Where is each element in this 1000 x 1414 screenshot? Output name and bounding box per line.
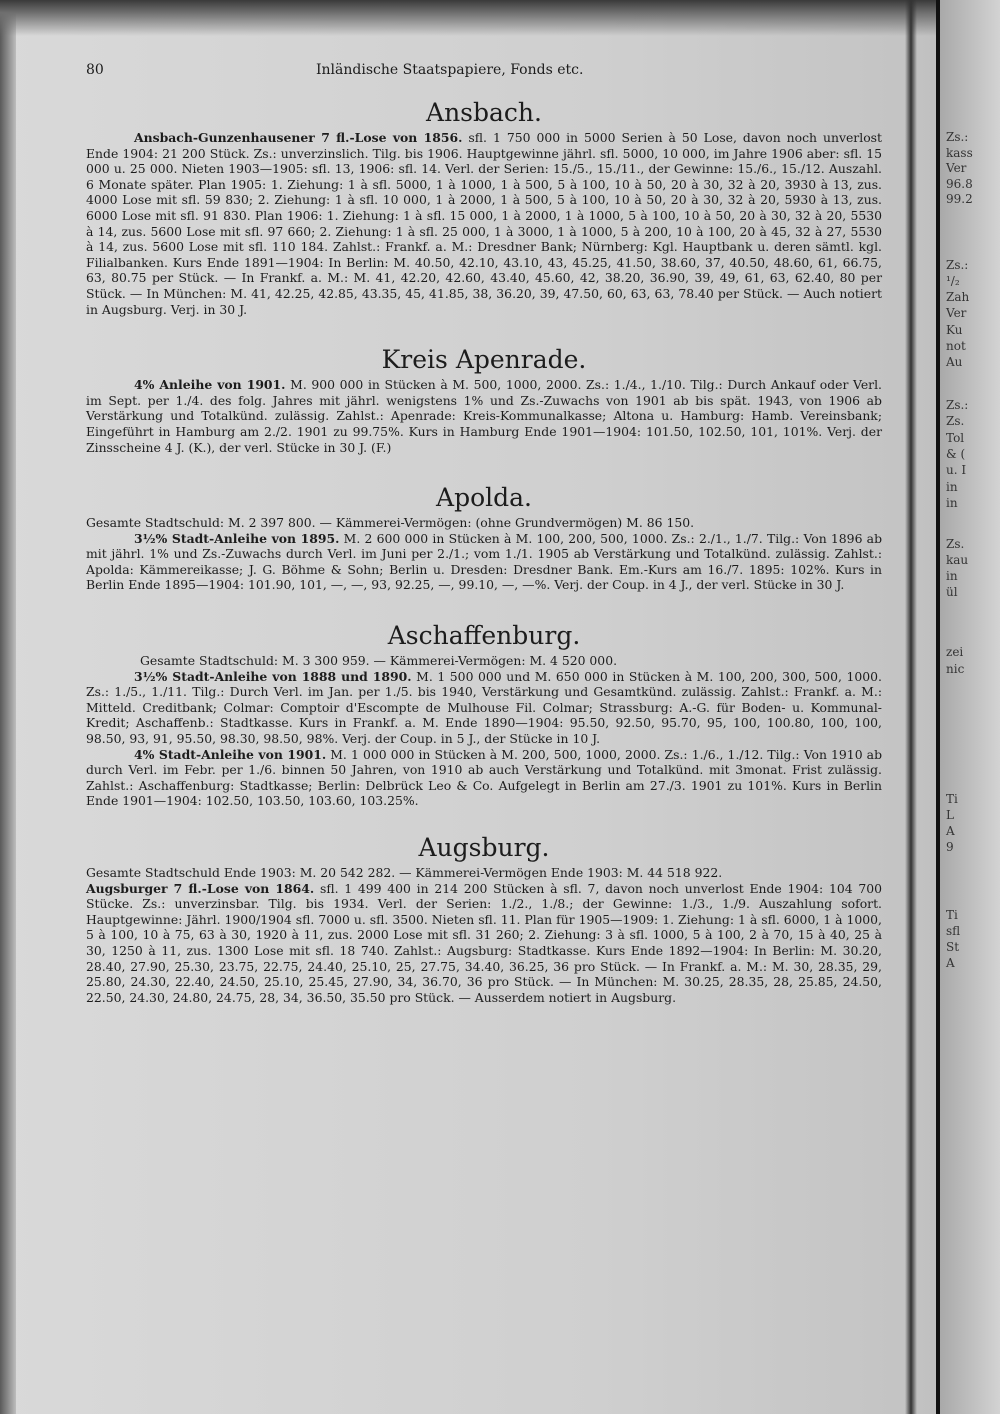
- facing-page-fragment: & (: [946, 447, 966, 461]
- entry-text: M. 1 000 000 in Stücken à M. 200, 500, 1000, 2000. Zs.: 1./6., 1./12. Tilg.: Von 1910 ab durch Verl. im Febr. per 1./6. binnen 50 Jahren, von 1910 ab auch Verstärkung und Totalkünd. mit 3monat. Frist zulässig. Zahlst.: Aschaffenburg: Stadtkasse; Berlin: Delbrück Leo & Co. Aufgelegt in Berlin am 27./3. 1901 zu 101%. Kurs in Berlin Ende 1901—1904: 102.50, 103.50, 103.60, 103.25%.: [86, 746, 882, 809]
- running-header: [86, 62, 906, 84]
- book-gutter: [905, 0, 917, 1414]
- facing-page-fragment: Ku: [946, 323, 963, 337]
- facing-page-fragment: Zs.:: [946, 398, 969, 412]
- facing-page-fragment: St: [946, 940, 960, 954]
- facing-page-edge: [940, 0, 1000, 1414]
- entry-text: sfl. 1 750 000 in 5000 Serien à 50 Lose, davon noch unverlost Ende 1904: 21 200 Stück. Zs.: unverzinslich. Tilg. bis 1906. Hauptgewinne jährl. sfl. 5000, 10 000, im Jahre 1906 aber: sfl. 15 000 u. 25 000. Nieten 1903—1905: sfl. 13, 1906: sfl. 14. Verl. der Serien: 15./5., 15./11., der Gewinne: 15./6., 15./12. Auszahl. 6 Monate später. Plan 1905: 1. Ziehung: 1 à sfl. 5000, 1 à 1000, 1 à 500, 5 à 100, 10 à 50, 20 à 30, 32 à 20, 3930 à 13, zus. 4000 Lose mit sfl. 59 830; 2. Ziehung: 1 à sfl. 10 000, 1 à 2000, 1 à 500, 5 à 100, 10 à 50, 20 à 30, 32 à 20, 5930 à 13, zus. 6000 Lose mit sfl. 91 830. Plan 1906: 1. Ziehung: 1 à sfl. 15 000, 1 à 2000, 1 à 1000, 5 à 100, 10 à 50, 20 à 30, 32 à 20, 5530 à 14, zus. 5600 Lose mit sfl. 97 660; 2. Ziehung: 1 à sfl. 25 000, 1 à 3000, 1 à 1000, 5 à 200, 10 à 100, 20 à 45, 32 à 27, 5530 à 14, zus. 5600 Lose mit sfl. 110 184. Zahlst.: Frankf. a. M.: Dresdner Bank; Nürnberg: Kgl. Hauptbank u. deren sämtl. kgl. Filialbanken. Kurs Ende 1891—1904: In Berlin: M. 40.50, 42.10, 43.10, 43, 45.25, 41.50, 38.60, 37, 40.50, 48.60, 61, 66.75, 63, 80.75 per Stück. — In Frankf. a. M.: M. 41, 42.20, 42.60, 43.40, 45.60, 42, 38.20, 36.90, 39, 49, 61, 63, 62.40, 80 per Stück. — In München: M. 41, 42.25, 42.85, 43.35, 45, 41.85, 38, 36.20, 39, 47.50, 60, 63, 63, 78.40 per Stück. — Auch notiert in Augsburg. Verj. in 30 J.: [86, 130, 882, 317]
- facing-page-fragment: not: [946, 339, 966, 353]
- entry-title: 4% Anleihe von 1901.: [134, 377, 286, 393]
- entry-title: 3½% Stadt-Anleihe von 1888 und 1890.: [134, 668, 412, 684]
- entry-paragraph: [86, 531, 882, 593]
- facing-page-fragment: in: [946, 480, 958, 494]
- section-summary: Gesamte Stadtschuld: M. 3 300 959. — Kämmerei-Vermögen: M. 4 520 000.: [140, 653, 618, 669]
- entry-paragraph: [86, 669, 882, 747]
- section-title-aschaffenburg: Aschaffenburg.: [387, 621, 581, 651]
- entry-paragraph: [86, 377, 882, 455]
- facing-page-fragment: Tol: [946, 431, 965, 445]
- text-column: [86, 96, 882, 1005]
- entry-title: 4% Stadt-Anleihe von 1901.: [134, 746, 327, 762]
- facing-page-fragment: 99.2: [946, 192, 973, 206]
- facing-page-fragment: kau: [946, 553, 969, 567]
- facing-page-fragment: in: [946, 569, 958, 583]
- entry-text: M. 1 500 000 und M. 650 000 in Stücken à M. 100, 200, 300, 500, 1000. Zs.: 1./5., 1./11. Tilg.: Durch Verl. im Jan. per 1./5. bis 1940, Verstärkung und Gesamtkünd. zulässig. Zahlst.: Frankf. a. M.: Mitteld. Creditbank; Colmar: Comptoir d'Escompte de Mulhouse Fil. Colmar; Strassburg: A.-G. für Boden- u. Kommunal-Kredit; Aschaffenb.: Stadtkasse. Kurs in Frankf. a. M. Ende 1890—1904: 95.50, 92.50, 95.70, 95, 100, 100.80, 100, 100, 98.50, 93, 91, 95.50, 98.30, 98.50, 98%. Verj. der Coup. in 5 J., der Stücke in 10 J.: [86, 668, 882, 747]
- facing-page-fragment: Zs.: [946, 414, 965, 428]
- entry-text: M. 900 000 in Stücken à M. 500, 1000, 2000. Zs.: 1./4., 1./10. Tilg.: Durch Ankauf oder Verl. im Sept. per 1./4. des folg. Jahres mit jährl. wenigstens 1% und Zs.-Zuwachs von 1901 ab bis spät. 1943, von 1906 ab Verstärkung und Totalkünd. zulässig. Zahlst.: Apenrade: Kreis-Kommunalkasse; Altona u. Hamburg: Hamb. Vereinsbank; Eingeführt in Hamburg am 2./2. 1901 zu 99.75%. Kurs in Hamburg Ende 1901—1904: 101.50, 102.50, 101, 101%. Verj. der Zinsscheine 4 J. (K.), der verl. Stücke in 30 J. (F.): [86, 377, 882, 455]
- entry-text: sfl. 1 499 400 in 214 200 Stücken à sfl. 7, davon noch unverlost Ende 1904: 104 700 Stücke. Zs.: unverzinsbar. Tilg. bis 1934. Verl. der Serien: 1./2., 1./8.; der Gewinne: 1./3., 1./9. Auszahlung sofort. Hauptgewinne: Jährl. 1900/1904 sfl. 7000 u. sfl. 3500. Nieten sfl. 11. Plan für 1905—1909: 1. Ziehung: 1 à sfl. 6000, 1 à 1000, 5 à 100, 10 à 75, 63 à 30, 1920 à 11, zus. 2000 Lose mit sfl. 31 260; 2. Ziehung: 3 à sfl. 1000, 5 à 100, 2 à 70, 15 à 40, 25 à 30, 1250 à 11, zus. 1300 Lose mit sfl. 18 740. Zahlst.: Augsburg: Stadtkasse. Kurs Ende 1892—1904: In Berlin: M. 30.20, 28.40, 27.90, 25.30, 23.75, 22.75, 24.40, 25.10, 25, 27.75, 34.40, 36.25, 36 pro Stück. — In Frankf. a. M.: M. 30, 28.35, 29, 25.80, 24.30, 22.40, 24.50, 25.10, 25.45, 27.90, 34, 36.70, 36 pro Stück. — In München: M. 30.25, 28.35, 28, 25.85, 24.50, 22.50, 24.30, 24.80, 24.75, 28, 34, 36.50, 35.50 pro Stück. — Ausserdem notiert in Augsburg.: [86, 880, 882, 1005]
- section-summary: Gesamte Stadtschuld: M. 2 397 800. — Kämmerei-Vermögen: (ohne Grundvermögen) M. 86 150.: [86, 515, 695, 531]
- facing-page-fragment: A: [946, 824, 955, 838]
- facing-page-fragment: zei: [946, 645, 964, 659]
- section-title-apolda: Apolda.: [436, 483, 532, 513]
- facing-page-fragment: Ver: [946, 161, 967, 175]
- facing-page-fragment: Ver: [946, 306, 967, 320]
- facing-page-fragment: 9: [946, 840, 954, 854]
- facing-page-fragment: nic: [946, 662, 965, 676]
- facing-page-fragment: Ti: [946, 908, 958, 922]
- facing-page-fragment: Zs.:: [946, 258, 969, 272]
- facing-page-fragment: u. I: [946, 463, 967, 477]
- facing-page-fragment: Zah: [946, 290, 970, 304]
- facing-page-fragment: ¹/₂: [946, 274, 960, 288]
- entry-paragraph: [86, 747, 882, 809]
- section-summary: Gesamte Stadtschuld Ende 1903: M. 20 542 282. — Kämmerei-Vermögen Ende 1903: M. 44 518 922.: [86, 865, 723, 880]
- entry-paragraph: [86, 881, 882, 1006]
- entry-title: Augsburger 7 fl.-Lose von 1864.: [86, 880, 315, 896]
- facing-page-fragment: in: [946, 496, 958, 510]
- facing-page-fragment: Ti: [946, 792, 958, 806]
- facing-page-fragment: 96.8: [946, 177, 973, 191]
- facing-page-fragment: ül: [946, 585, 958, 599]
- page-number: 80: [86, 62, 104, 78]
- page-fold-shadow: [0, 0, 16, 1414]
- facing-page-fragment: Zs.: [946, 537, 965, 551]
- section-title-apenrade: Kreis Apenrade.: [381, 345, 587, 375]
- running-title: Inländische Staatspapiere, Fonds etc.: [316, 62, 584, 78]
- facing-page-fragment: A: [946, 956, 955, 970]
- section-title-augsburg: Augsburg.: [418, 833, 550, 862]
- entry-text: M. 2 600 000 in Stücken à M. 100, 200, 500, 1000. Zs.: 2./1., 1./7. Tilg.: Von 1896 ab mit jährl. 1% und Zs.-Zuwachs durch Verl. im Juni per 2./1.; vom 1./1. 1905 ab Verstärkung und Totalkünd. zulässig. Zahlst.: Apolda: Kämmereikasse; J. G. Böhme & Sohn; Berlin u. Dresden: Dresdner Bank. Em.-Kurs am 16./7. 1895: 102%. Kurs in Berlin Ende 1895—1904: 101.90, 101, —, —, 93, 92.25, —, 99.10, —, —%. Verj. der Coup. in 4 J., der verl. Stücke in 30 J.: [86, 530, 882, 593]
- entry-paragraph: [86, 130, 882, 317]
- facing-page-fragment: kass: [946, 146, 973, 160]
- facing-page-fragment: L: [946, 808, 954, 822]
- top-edge-shadow: [0, 0, 1000, 36]
- facing-page-fragment: sfl: [946, 924, 961, 938]
- facing-page-fragment: Zs.:: [946, 130, 969, 144]
- section-title-ansbach: Ansbach.: [426, 98, 542, 127]
- entry-title: 3½% Stadt-Anleihe von 1895.: [134, 530, 340, 546]
- facing-page-fragment: Au: [946, 355, 963, 369]
- entry-title: Ansbach-Gunzenhausener 7 fl.-Lose von 1856.: [134, 130, 463, 145]
